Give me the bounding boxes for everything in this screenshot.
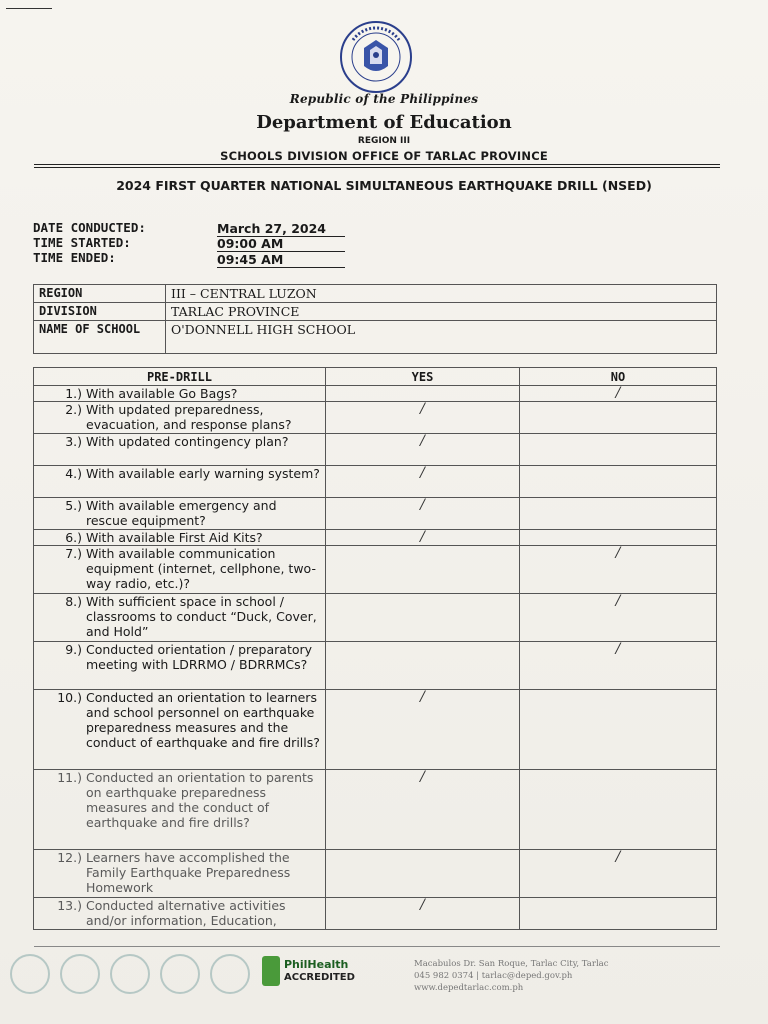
school-value: O'DONNELL HIGH SCHOOL — [166, 321, 717, 354]
philhealth-accredited: ACCREDITED — [284, 972, 355, 983]
republic-heading: Republic of the Philippines — [289, 92, 479, 106]
checklist-row — [34, 402, 717, 434]
item-number: 8.) — [65, 594, 82, 609]
no-header: NO — [520, 368, 717, 386]
school-label: NAME OF SCHOOL — [34, 321, 166, 354]
item-question: Conducted alternative activities and/or information, Education, — [86, 898, 286, 928]
item-number: 7.) — [65, 546, 82, 561]
checklist-row — [34, 594, 717, 642]
address-line: Macabulos Dr. San Roque, Tarlac City, Tarlac — [414, 959, 609, 969]
division-label: DIVISION — [34, 303, 166, 321]
item-number: 1.) — [65, 386, 82, 401]
item-number: 11.) — [57, 770, 82, 785]
philhealth-logo-icon — [262, 956, 280, 986]
header-rule — [34, 164, 720, 165]
document-title: 2024 FIRST QUARTER NATIONAL SIMULTANEOUS EARTHQUAKE DRILL (NSED) — [116, 178, 652, 193]
header-rule — [34, 167, 720, 168]
partner-logo-icon — [210, 954, 250, 994]
item-number: 13.) — [57, 898, 82, 913]
item-question: With updated preparedness, evacuation, and response plans? — [86, 402, 292, 432]
no-mark — [520, 466, 717, 498]
item-number: 10.) — [57, 690, 82, 705]
pre-drill-header: PRE-DRILL — [34, 368, 326, 386]
checklist-row — [34, 850, 717, 898]
website-line: www.depedtarlac.com.ph — [414, 983, 524, 993]
item-question: With available early warning system? — [86, 466, 320, 481]
yes-mark: / — [326, 402, 520, 434]
checklist-row — [34, 770, 717, 850]
no-mark: / — [520, 546, 717, 594]
checklist-row — [34, 546, 717, 594]
contact-line: 045 982 0374 | tarlac@deped.gov.ph — [414, 971, 573, 981]
checklist-row — [34, 498, 717, 530]
item-question: Conducted an orientation to parents on earthquake preparedness measures and the conduct of earthquake and fire drills? — [86, 770, 314, 830]
item-number: 6.) — [65, 530, 82, 545]
item-number: 3.) — [65, 434, 82, 449]
end-label: TIME ENDED: — [33, 250, 116, 265]
checklist-row — [34, 642, 717, 690]
department-heading: Department of Education — [256, 112, 512, 133]
item-question: Learners have accomplished the Family Earthquake Preparedness Homework — [86, 850, 291, 895]
item-number: 5.) — [65, 498, 82, 513]
school-info-table — [33, 284, 717, 354]
yes-mark — [326, 594, 520, 642]
item-number: 2.) — [65, 402, 82, 417]
no-mark: / — [520, 386, 717, 402]
item-question: Conducted an orientation to learners and school personnel on earthquake preparedness measures and the conduct of earthquake and fire drills? — [86, 690, 320, 750]
no-mark — [520, 770, 717, 850]
item-question: With sufficient space in school / classrooms to conduct “Duck, Cover, and Hold” — [86, 594, 317, 639]
checklist-row — [34, 690, 717, 770]
region-label: REGION — [34, 285, 166, 303]
pre-drill-table — [33, 367, 717, 930]
deped-seal-icon — [339, 20, 413, 94]
start-value: 09:00 AM — [217, 236, 345, 252]
footer-address — [414, 958, 609, 994]
yes-header: YES — [326, 368, 520, 386]
yes-mark: / — [326, 466, 520, 498]
item-question: With updated contingency plan? — [86, 434, 289, 449]
checklist-row — [34, 434, 717, 466]
item-number: 9.) — [65, 642, 82, 657]
start-label: TIME STARTED: — [33, 235, 131, 250]
item-question: With available communication equipment (internet, cellphone, two-way radio, etc.)? — [86, 546, 316, 591]
yes-mark — [326, 546, 520, 594]
partner-logo-icon — [110, 954, 150, 994]
item-question: With available First Aid Kits? — [86, 530, 263, 545]
region-value: III – CENTRAL LUZON — [166, 285, 717, 303]
yes-mark: / — [326, 434, 520, 466]
no-mark: / — [520, 642, 717, 690]
no-mark — [520, 530, 717, 546]
item-number: 12.) — [57, 850, 82, 865]
partner-logo-icon — [10, 954, 50, 994]
yes-mark: / — [326, 690, 520, 770]
no-mark — [520, 434, 717, 466]
footer-rule — [34, 946, 720, 947]
yes-mark: / — [326, 530, 520, 546]
region-heading: REGION III — [357, 136, 411, 146]
item-question: With available emergency and rescue equipment? — [86, 498, 277, 528]
item-question: Conducted orientation / preparatory meeting with LDRRMO / BDRRMCs? — [86, 642, 313, 672]
philhealth-name: PhilHealth — [284, 958, 349, 971]
yes-mark: / — [326, 498, 520, 530]
no-mark: / — [520, 594, 717, 642]
philhealth-badge — [262, 956, 355, 986]
checklist-row — [34, 466, 717, 498]
date-label: DATE CONDUCTED: — [33, 220, 146, 235]
division-value: TARLAC PROVINCE — [166, 303, 717, 321]
checklist-row — [34, 530, 717, 546]
no-mark — [520, 898, 717, 930]
no-mark — [520, 402, 717, 434]
yes-mark — [326, 850, 520, 898]
no-mark: / — [520, 850, 717, 898]
checklist-row — [34, 386, 717, 402]
item-number: 4.) — [65, 466, 82, 481]
yes-mark — [326, 642, 520, 690]
partner-logo-icon — [160, 954, 200, 994]
yes-mark — [326, 386, 520, 402]
checklist-row — [34, 898, 717, 930]
no-mark — [520, 498, 717, 530]
partner-logo-icon — [60, 954, 100, 994]
footer-logos — [10, 952, 250, 996]
no-mark — [520, 690, 717, 770]
scan-mark — [6, 8, 52, 9]
yes-mark: / — [326, 770, 520, 850]
item-question: With available Go Bags? — [86, 386, 238, 401]
date-value: March 27, 2024 — [217, 221, 345, 237]
end-value: 09:45 AM — [217, 252, 345, 268]
division-heading: SCHOOLS DIVISION OFFICE OF TARLAC PROVINCE — [220, 149, 548, 163]
yes-mark: / — [326, 898, 520, 930]
